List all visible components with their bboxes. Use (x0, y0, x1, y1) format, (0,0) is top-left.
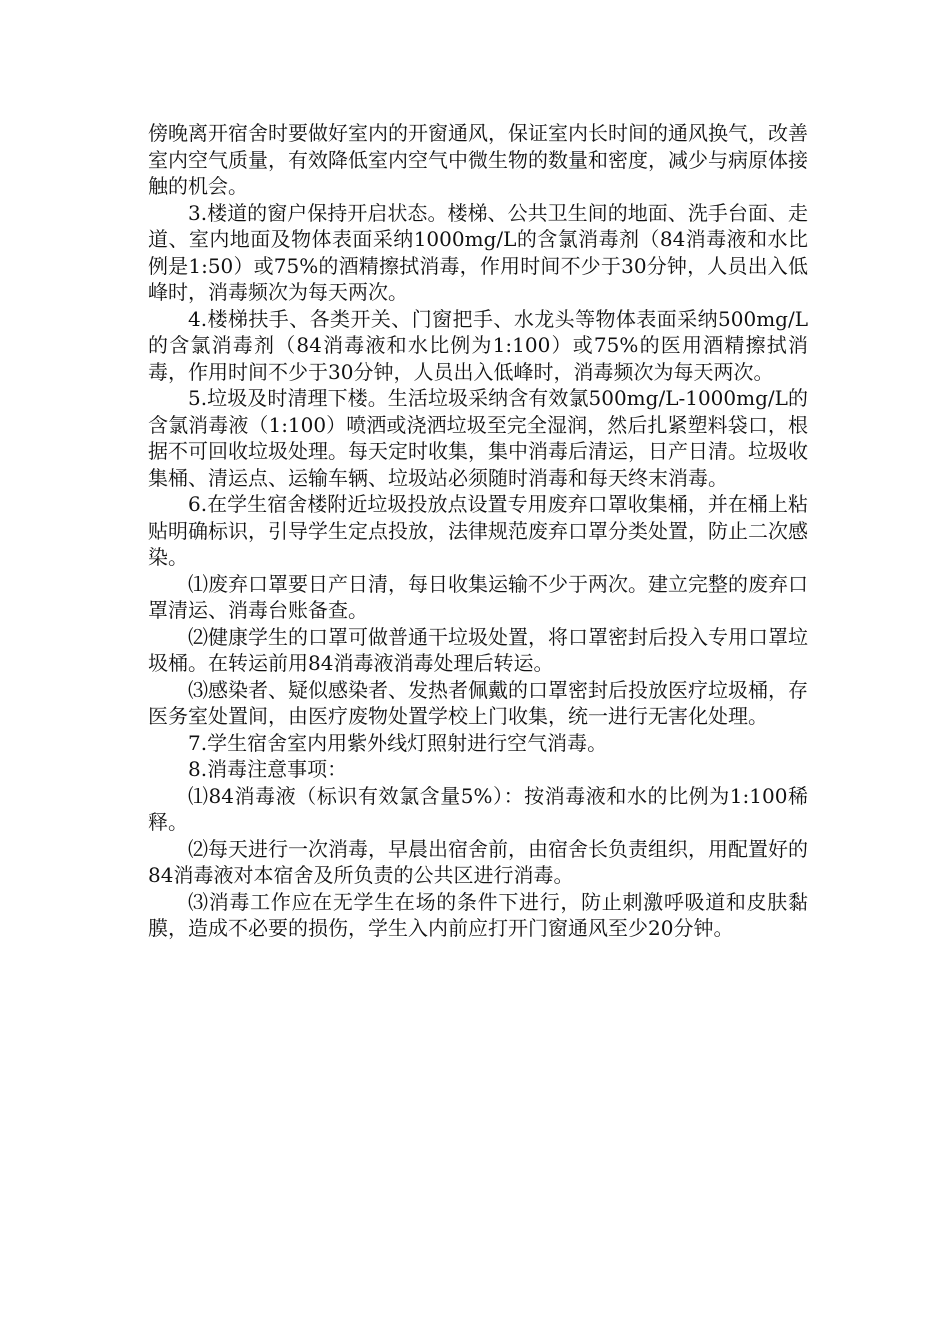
document-body (148, 120, 808, 942)
paragraph-item-8-sub-3: ⑶消毒工作应在无学生在场的条件下进行，防止刺激呼吸道和皮肤黏膜，造成不必要的损伤，学生入内前应打开门窗通风至少20分钟。 (148, 889, 808, 940)
paragraph-item-6-sub-3: ⑶感染者、疑似感染者、发热者佩戴的口罩密封后投放医疗垃圾桶，存医务室处置间，由医疗废物处置学校上门收集，统一进行无害化处理。 (148, 677, 808, 728)
paragraph-item-8-sub-2: ⑵每天进行一次消毒，早晨出宿舍前，由宿舍长负责组织，用配置好的84消毒液对本宿舍及所负责的公共区进行消毒。 (148, 836, 808, 887)
paragraph-item-8: 8.消毒注意事项： (188, 757, 348, 781)
paragraph-item-3: 3.楼道的窗户保持开启状态。楼梯、公共卫生间的地面、洗手台面、走道、室内地面及物体表面采纳1000mg/L的含氯消毒剂（84消毒液和水比例是1:50）或75%的酒精擦拭消毒，作用时间不少于30分钟，人员出入低峰时，消毒频次为每天两次。 (148, 200, 808, 304)
paragraph-item-6-sub-2: ⑵健康学生的口罩可做普通干垃圾处置，将口罩密封后投入专用口罩垃圾桶。在转运前用84消毒液消毒处理后转运。 (148, 624, 808, 675)
paragraph-item-5: 5.垃圾及时清理下楼。生活垃圾采纳含有效氯500mg/L-1000mg/L的含氯消毒液（1:100）喷洒或浇洒垃圾至完全湿润，然后扎紧塑料袋口，根据不可回收垃圾处理。每天定时收集，集中消毒后清运，日产日清。垃圾收集桶、清运点、运输车辆、垃圾站必须随时消毒和每天终末消毒。 (148, 386, 808, 490)
paragraph-item-8-sub-1: ⑴84消毒液（标识有效氯含量5%）：按消毒液和水的比例为1:100稀释。 (148, 783, 808, 834)
paragraph-ventilation: 傍晚离开宿舍时要做好室内的开窗通风，保证室内长时间的通风换气，改善室内空气质量，有效降低室内空气中微生物的数量和密度，减少与病原体接触的机会。 (148, 121, 808, 198)
paragraph-item-6-sub-1: ⑴废弃口罩要日产日清，每日收集运输不少于两次。建立完整的废弃口罩清运、消毒台账备查。 (148, 571, 808, 622)
paragraph-item-6: 6.在学生宿舍楼附近垃圾投放点设置专用废弃口罩收集桶，并在桶上粘贴明确标识，引导学生定点投放，法律规范废弃口罩分类处置，防止二次感染。 (148, 492, 808, 569)
paragraph-item-7: 7.学生宿舍室内用紫外线灯照射进行空气消毒。 (188, 730, 608, 755)
paragraph-item-4: 4.楼梯扶手、各类开关、门窗把手、水龙头等物体表面采纳500mg/L的含氯消毒剂（84消毒液和水比例为1:100）或75%的医用酒精擦拭消毒，作用时间不少于30分钟，人员出入低峰时，消毒频次为每天两次。 (148, 306, 808, 384)
